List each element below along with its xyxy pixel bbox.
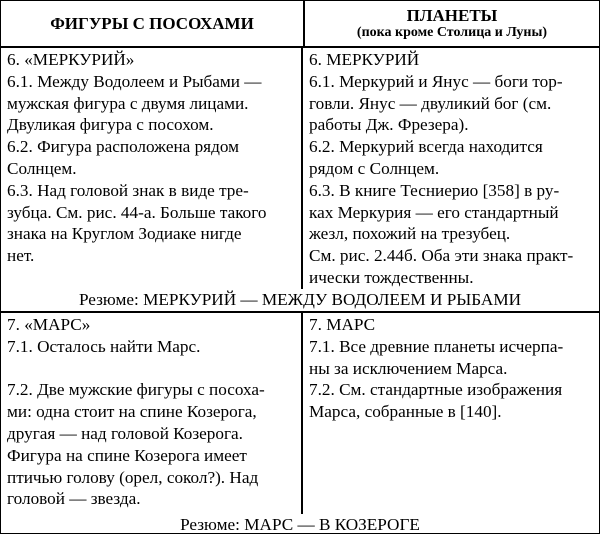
header-figures-with-staffs [1,1,305,46]
header-right-title: ПЛАНЕТЫ [406,5,498,25]
resume-mercury: Резюме: МЕРКУРИЙ — МЕЖДУ ВОДОЛЕЕМ И РЫБАМИ [1,289,599,313]
cell-mercury-figure: 6. «МЕРКУРИЙ» 6.1. Между Водолеем и Рыбами — мужская фигура с двумя лицами. Двуликая фигура с посохом. 6.2. Фигура расположена рядом Солнцем. 6.3. Над головой знак в виде тре- зубца. См. рис. 44-а. Больше такого знака на Круглом Зодиаке нигде нет. [1,48,303,289]
header-right-subtitle: (пока кроме Столица и Луны) [356,24,548,40]
cell-mars-figure: 7. «МАРС» 7.1. Осталось найти Марс. 7.2. Две мужские фигуры с посоха- ми: одна стоит на спине Козерога, другая — над головой Козерога. Фигура на спине Козерога имеет птичью голову (орел, сокол?). Над головой — звезда. [1,313,303,514]
cell-mars-planet: 7. МАРС 7.1. Все древние планеты исчерпа- ны за исключением Марса. 7.2. См. стандартные изображения Марса, собранные в [140]. [309,315,564,422]
cell-mercury-planet: 6. МЕРКУРИЙ 6.1. Меркурий и Янус — боги тор- говли. Янус — двуликий бог (см. работы Дж. Фрезера). 6.2. Меркурий всегда находится рядом с Солнцем. 6.3. В книге Тесниерио [358] в ру- ках Меркурия — его стандартный жезл, похожий на трезубец. См. рис. 2.44б. Оба эти знака практ- ически тождественны. [309,50,574,287]
header-planets [305,1,599,46]
resume-mars: Резюме: МАРС — В КОЗЕРОГЕ [180,515,420,534]
table-row-mars [1,313,599,514]
table-header [1,1,599,48]
header-left-label: ФИГУРЫ С ПОСОХАМИ [50,13,254,33]
table-row-mercury [1,48,599,289]
